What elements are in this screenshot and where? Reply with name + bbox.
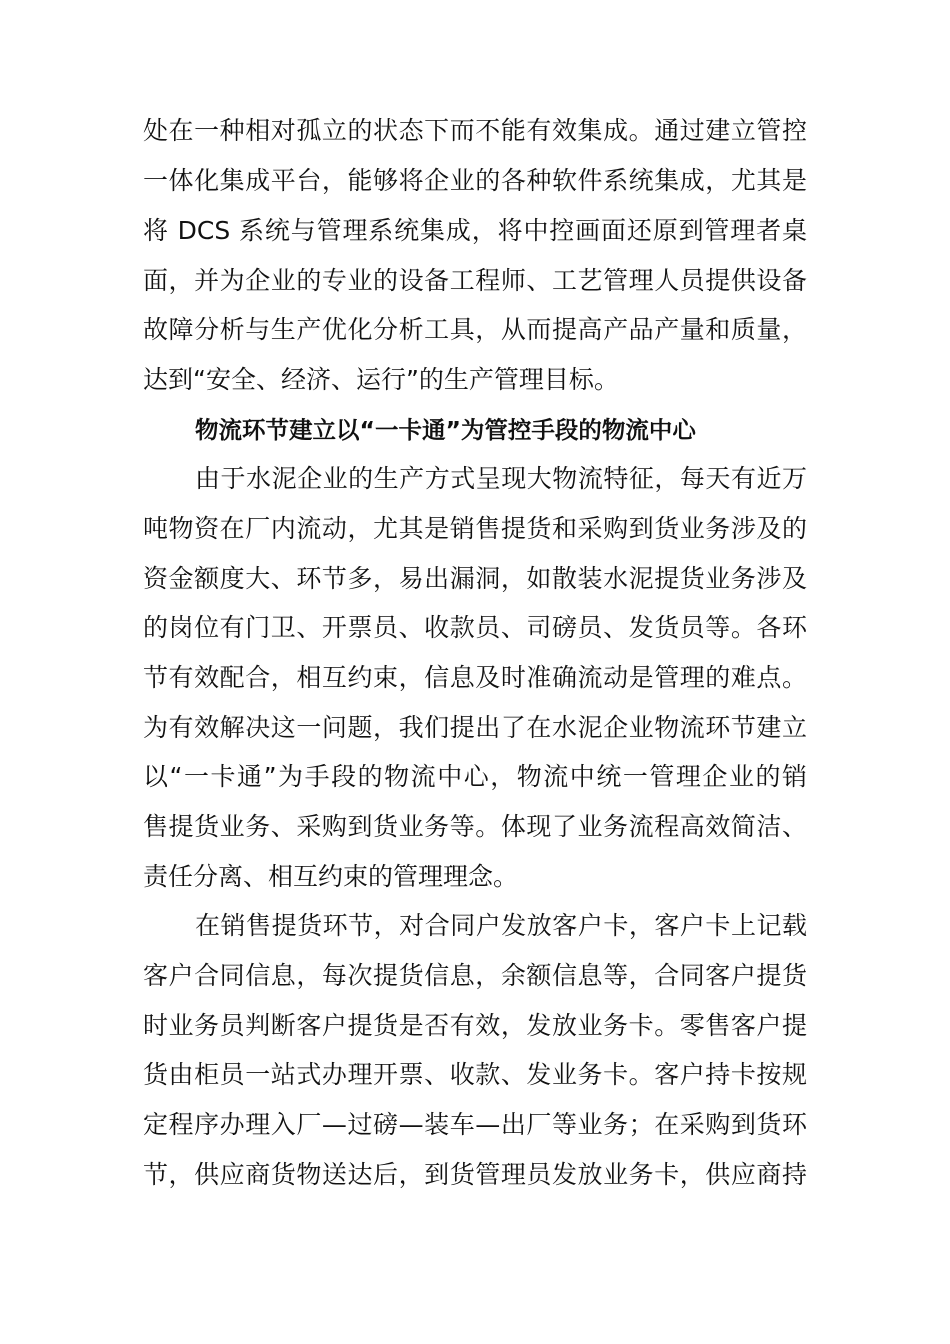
- paragraph-line: 售提货业务、采购到货业务等。体现了业务流程高效简洁、: [143, 812, 807, 841]
- paragraph-line: 责任分离、相互约束的管理理念。: [143, 862, 519, 891]
- paragraph-line: 由于水泥企业的生产方式呈现大物流特征，每天有近万: [195, 464, 807, 493]
- paragraph-line: 资金额度大、环节多，易出漏洞，如散装水泥提货业务涉及: [143, 564, 807, 593]
- paragraph-line: 一体化集成平台，能够将企业的各种软件系统集成，尤其是: [143, 166, 807, 195]
- paragraph-line: 货由柜员一站式办理开票、收款、发业务卡。客户持卡按规: [143, 1060, 807, 1089]
- paragraph-line: 时业务员判断客户提货是否有效，发放业务卡。零售客户提: [143, 1011, 807, 1040]
- paragraph-line: 节，供应商货物送达后，到货管理员发放业务卡，供应商持: [143, 1160, 807, 1189]
- paragraph-line: 的岗位有门卫、开票员、收款员、司磅员、发货员等。各环: [143, 613, 807, 642]
- paragraph-line: 节有效配合，相互约束，信息及时准确流动是管理的难点。: [143, 663, 807, 692]
- paragraph-line: 处在一种相对孤立的状态下而不能有效集成。通过建立管控: [143, 116, 807, 145]
- paragraph-line: 以“一卡通”为手段的物流中心，物流中统一管理企业的销: [143, 762, 807, 791]
- paragraph-line: 客户合同信息，每次提货信息，余额信息等，合同客户提货: [143, 961, 807, 990]
- paragraph-line: 定程序办理入厂—过磅—装车—出厂等业务；在采购到货环: [143, 1110, 807, 1139]
- paragraph-line: 在销售提货环节，对合同户发放客户卡，客户卡上记载: [195, 911, 807, 940]
- paragraph-line: 达到“安全、经济、运行”的生产管理目标。: [143, 365, 619, 394]
- section-heading: 物流环节建立以“一卡通”为管控手段的物流中心: [195, 416, 696, 444]
- paragraph-line: 面，并为企业的专业的设备工程师、工艺管理人员提供设备: [143, 266, 807, 295]
- paragraph-line: 故障分析与生产优化分析工具，从而提高产品产量和质量，: [143, 315, 807, 344]
- paragraph-line: 为有效解决这一问题，我们提出了在水泥企业物流环节建立: [143, 713, 807, 742]
- paragraph-line: 吨物资在厂内流动，尤其是销售提货和采购到货业务涉及的: [143, 514, 807, 543]
- paragraph-line: 将 DCS 系统与管理系统集成，将中控画面还原到管理者桌: [143, 216, 807, 245]
